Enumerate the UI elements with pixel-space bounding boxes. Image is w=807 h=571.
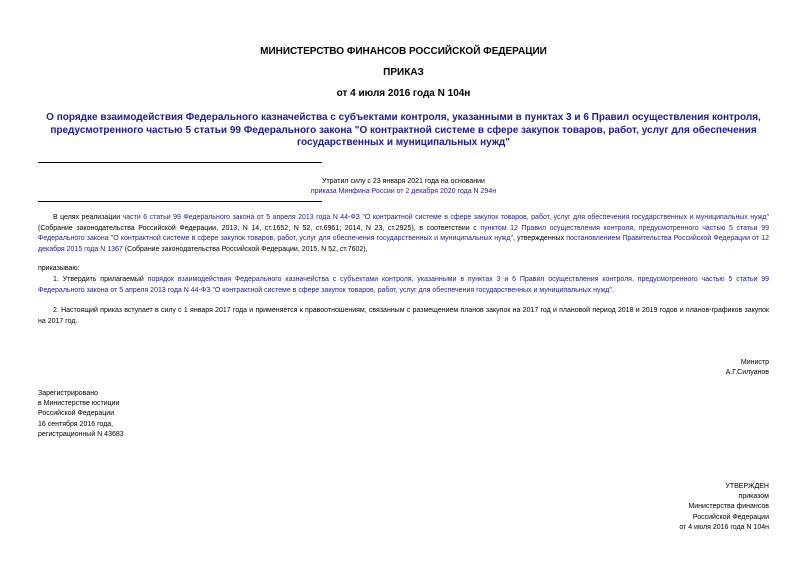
status-note: Утратил силу с 23 января 2021 года на основании — [322, 178, 485, 185]
signature-name: А.Г.Силуанов — [725, 369, 769, 376]
approved-line: приказом — [738, 493, 769, 500]
divider — [38, 201, 322, 202]
government-resolution-link[interactable]: постановлением Правительства Российской Федерации от 12 декабря 2015 года N 1367 — [38, 235, 770, 253]
registration-line: в Министерстве юстиции — [38, 400, 120, 407]
approved-line: от 4 июля 2016 года N 104н — [679, 524, 769, 531]
item-2: 2. Настоящий приказ вступает в силу с 1 января 2017 года и применяется к правоотношениям, связанным с размещением планов закупок на 2017 год и плановой период 2018 и 2019 годов и планов-графиков закупок на 2017 год. — [38, 307, 769, 325]
registration-line: 16 сентября 2016 года, — [38, 421, 114, 428]
doc-date-number: от 4 июля 2016 года N 104н — [336, 88, 471, 99]
doc-type-heading: ПРИКАЗ — [383, 67, 424, 78]
ministry-heading: МИНИСТЕРСТВО ФИНАНСОВ РОССИЙСКОЙ ФЕДЕРАЦИИ — [260, 46, 547, 57]
item-1-text: 1. Утвердить прилагаемый — [53, 276, 148, 283]
doc-title-link[interactable]: О порядке взаимодействия Федерального казначейства с субъектами контроля, указанными в пунктах 3 и 6 Правил осуществления контроля, предусмотренного частью 5 статьи 99 Федерального закона "О контрактной системе в сфере закупок товаров, работ, услуг для обеспечения государственных и муниципальных нужд" — [46, 112, 761, 148]
approved-line: УТВЕРЖДЕН — [725, 483, 769, 490]
preamble-text: (Собрание законодательства Российской Федерации, 2015, N 52, ст.7602), — [122, 245, 368, 253]
registration-line: регистрационный N 43683 — [38, 431, 124, 438]
repeal-order-link[interactable]: приказа Минфина России от 2 декабря 2020 года N 294н — [310, 188, 497, 195]
signature-role: Министр — [740, 359, 769, 366]
item-1-end: . — [611, 286, 614, 294]
preamble-text: , утвержденных — [512, 235, 567, 242]
preamble-text: (Собрание законодательства Российской Федерации, 2013, N 14, ст.1652; N 52, ст.6961; 2014, N 23, ст.2925), в соответствии с — [38, 224, 481, 232]
item-1 — [38, 275, 769, 296]
law-44fz-link[interactable]: части 6 статьи 99 Федерального закона от 5 апреля 2013 года N 44-ФЗ "О контрактной системе в сфере закупок товаров, работ, услуг для обеспечения государственных и муниципальных нужд" — [122, 214, 769, 221]
rules-clause-12-link[interactable]: пунктом 12 Правил осуществления контроля, предусмотренного частью 5 статьи 99 Федерального закона "О контрактной системе в сфере закупок товаров, работ, услуг для обеспечения государственных и муниципальных нужд" — [38, 224, 769, 242]
approved-line: Министерства финансов — [688, 503, 769, 510]
procedure-link[interactable]: порядок взаимодействия Федерального казначейства с субъектами контроля, указанными в пунктах 3 и 6 Правил осуществления контроля, предусмотренного частью 5 статьи 99 Федерального закона от 5 апреля 2013 года N 44-ФЗ "О контрактной системе в сфере закупок товаров, работ, услуг для обеспечения государственных и муниципальных нужд" — [38, 276, 769, 294]
registration-line: Зарегистрировано — [38, 390, 98, 397]
approved-line: Российской Федерации — [692, 514, 769, 521]
orders-word: приказываю: — [38, 265, 80, 272]
divider — [38, 162, 322, 163]
preamble-paragraph — [38, 213, 769, 255]
registration-line: Российской Федерации — [38, 410, 115, 417]
preamble-text: В целях реализации — [53, 214, 123, 221]
